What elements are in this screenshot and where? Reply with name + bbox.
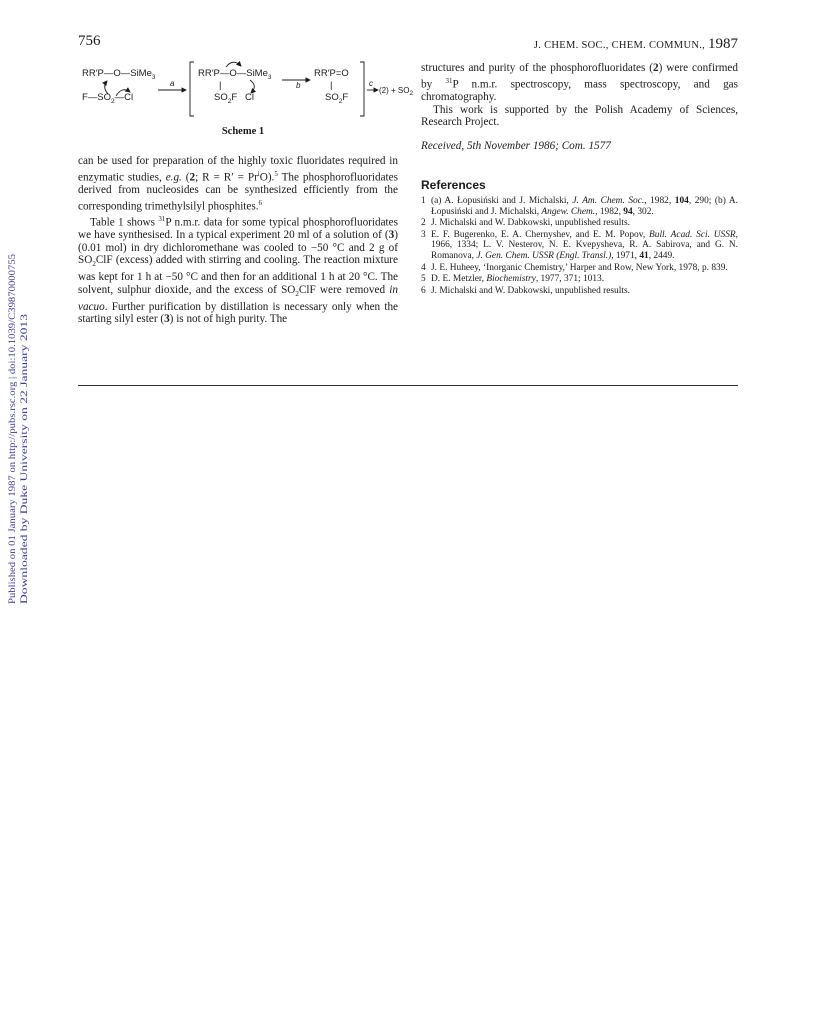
sidebar-download-line[interactable]: Downloaded by Duke University on 22 January 2013 bbox=[20, 401, 30, 604]
arrow-c-label: c bbox=[369, 79, 373, 88]
journal-name: J. CHEM. SOC., CHEM. COMMUN., bbox=[533, 40, 706, 51]
right-column bbox=[421, 62, 738, 129]
acknowledgement: This work is supported by the Polish Academy of Sciences, Research Project. bbox=[421, 103, 738, 129]
reference-2: 2 J. Michalski and W. Dabkowski, unpublished results. bbox=[421, 218, 630, 229]
page-number: 756 bbox=[78, 33, 101, 49]
left-paragraph-2: Table 1 shows $^{31}$P n.m.r. data for some typical phosphorofluoridates we have synthesised. In a typical experiment 20 ml of a solution of (3) (0.01 mol) in dry dichloromethane was cooled to −50 °C and 2 g of $SO_2ClF$ (excess) added with stirring and cooling. The reaction mixture was kept for 1 h at −50 °C and then for an additional 1 h at 20 °C. The solvent, sulphur dioxide, and the excess of $SO_2ClF$ were removed in vacuo. Further purification by distillation is necessary only when the starting silyl ester (3) is not of high purity. The bbox=[78, 214, 398, 326]
reaction-scheme bbox=[78, 58, 414, 120]
scheme-caption: Scheme 1 bbox=[221, 126, 265, 137]
left-column bbox=[78, 155, 398, 326]
bracket-left bbox=[190, 62, 194, 116]
reference-1: 1 (a) A. Łopusiński and J. Michalski, J. Am. Chem. Soc., 1982, 104, 290; (b) A. Łopusiński and J. Michalski, Angew. Chem., 1982, 94, 302. bbox=[421, 196, 738, 217]
final-product: $(2) + SO_2$ bbox=[379, 86, 414, 97]
reference-6: 6 J. Michalski and W. Dabkowski, unpublished results. bbox=[421, 285, 630, 296]
curly-arrow-3 bbox=[226, 62, 241, 67]
references-heading: References bbox=[421, 178, 486, 192]
reference-4: 4 J. E. Huheey, ‘Inorganic Chemistry,’ Harper and Row, New York, 1978, p. 839. bbox=[421, 262, 728, 273]
arrow-b-label: b bbox=[296, 81, 301, 90]
reactant-silyl: RR′P—O—SiMe$_3$ bbox=[82, 68, 156, 81]
page-rule bbox=[78, 385, 738, 386]
reference-3: 3 E. F. Bugerenko, E. A. Chernyshev, and E. M. Popov, Bull. Acad. Sci. USSR, 1966, 1334; L. V. Nesterov, N. E. Kvepysheva, R. A. Sabirova, and G. N. Romanova, J. Gen. Chem. USSR (Engl. Transl.), 1971, 41, 2449. bbox=[421, 229, 738, 261]
right-paragraph-1: structures and purity of the phosphorofluoridates (2) were confirmed by $^{31}$P n.m.r. spectroscopy, mass spectroscopy, and gas chromatography. bbox=[421, 62, 739, 103]
left-paragraph-1: can be used for preparation of the highly toxic fluoridates required in enzymatic studies, e.g. (2; $R = R' = Pr^iO).^5$ The phosphorofluoridates derived from nucleosides can be synthesized efficiently from the corresponding trimethylsilyl phosphites.$^6$ bbox=[78, 155, 398, 213]
intermediate-silyl: RR′P—O—SiMe$_3$ bbox=[198, 68, 272, 81]
product-so2f: $SO_2F$ bbox=[325, 92, 349, 105]
bracket-right bbox=[360, 62, 364, 116]
reactant-so2clf: $F—SO_2—Cl$ bbox=[82, 92, 134, 105]
intermediate-bond: | bbox=[219, 80, 222, 91]
journal-header bbox=[534, 36, 738, 53]
arrow-a-label: a bbox=[170, 79, 175, 88]
journal-year: 1987 bbox=[708, 36, 738, 52]
received-date: Received, 5th November 1986; Com. 1577 bbox=[421, 140, 611, 152]
sidebar-publication-line[interactable]: Published on 01 January 1987 on http://pubs.rsc.org | doi:10.1039/C39870000755 bbox=[8, 292, 18, 604]
download-sidebar bbox=[3, 250, 39, 605]
reference-5: 5 D. E. Metzler, Biochemistry, 1977, 371; 1013. bbox=[421, 274, 605, 285]
intermediate-cl: Cl bbox=[245, 92, 254, 103]
references-list bbox=[421, 196, 738, 297]
product-phosphoryl: RR′P=O bbox=[314, 68, 349, 79]
product-bond: | bbox=[330, 80, 333, 91]
intermediate-so2f: $SO_2F$ bbox=[214, 92, 238, 105]
